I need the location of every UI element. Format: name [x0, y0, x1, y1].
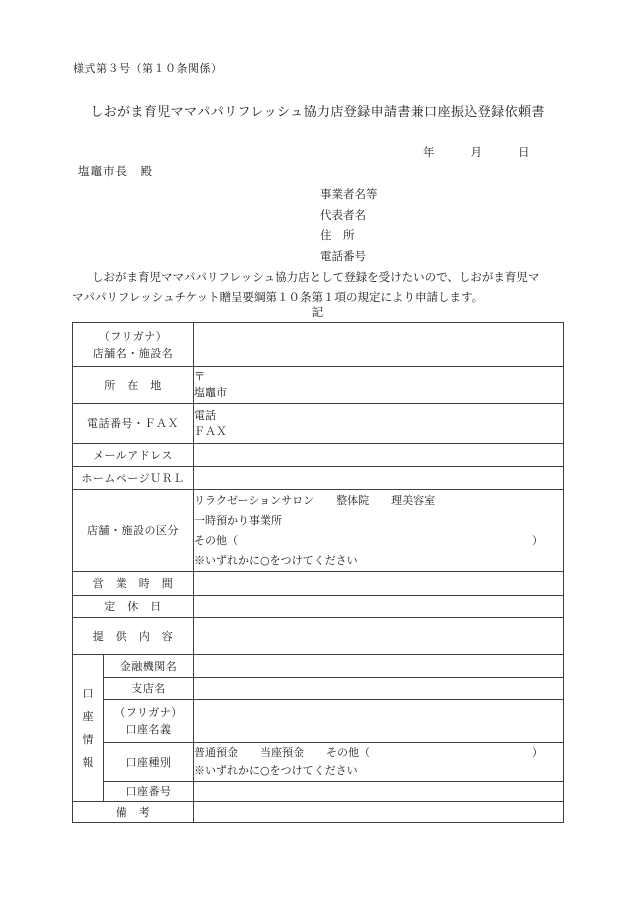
bank-input-area	[194, 655, 564, 678]
applicant-phone-label: 電話番号	[320, 248, 366, 263]
account-type-line	[194, 744, 563, 762]
account-number-input-area	[194, 782, 564, 802]
store-name-input-area	[194, 323, 564, 367]
homepage-label: ホームページＵＲＬ	[73, 467, 194, 490]
table-row	[73, 404, 564, 444]
address-label: 所 在 地	[73, 367, 194, 404]
phone-fax-input-area	[194, 404, 564, 444]
email-label: メールアドレス	[73, 444, 194, 467]
fax-prefix: ＦＡＸ	[194, 424, 227, 438]
account-holder-input-area	[194, 700, 564, 743]
applicant-block	[320, 184, 378, 266]
closed-day-input-area	[194, 596, 564, 618]
table-row	[73, 467, 564, 490]
account-type-options: 普通預金 当座預金 その他（	[194, 746, 370, 759]
table-row	[73, 444, 564, 467]
addressee: 塩竈市長 殿	[78, 164, 153, 178]
services-label: 提 供 内 容	[73, 618, 194, 655]
form-number: 様式第３号（第１０条関係）	[73, 62, 223, 75]
account-type-note: ※いずれかに○をつけてください	[194, 764, 358, 777]
date-day-label: 日	[518, 145, 530, 159]
account-number-label: 口座番号	[104, 782, 194, 802]
store-name-header	[73, 323, 194, 367]
table-row	[73, 678, 564, 700]
bank-label: 金融機関名	[104, 655, 194, 678]
table-row	[73, 323, 564, 367]
branch-label: 支店名	[104, 678, 194, 700]
applicant-representative-label: 代表者名	[320, 207, 366, 222]
category-other-line	[194, 531, 563, 551]
homepage-input-area	[194, 467, 564, 490]
category-options-line2: 一時預かり事業所	[194, 513, 282, 527]
account-type-options-area	[194, 743, 564, 782]
category-other-suffix: ）	[532, 533, 543, 547]
account-type-suffix: ）	[532, 746, 543, 759]
category-options-line1: リラクゼーションサロン 整体院 理美容室	[194, 493, 436, 507]
remarks-label: 備 考	[73, 802, 194, 823]
account-type-label: 口座種別	[104, 743, 194, 782]
date-line	[423, 144, 530, 160]
address-city-prefill: 塩竈市	[194, 386, 227, 399]
remarks-input-area	[194, 802, 564, 823]
account-holder-label: 口座名義	[125, 723, 172, 736]
table-row	[73, 802, 564, 823]
store-name-label: 店舗名・施設名	[92, 346, 174, 360]
phone-fax-label: 電話番号・ＦＡＸ	[73, 404, 194, 444]
closed-day-label: 定 休 日	[73, 596, 194, 618]
table-row	[73, 655, 564, 678]
account-furigana-label: （フリガナ）	[114, 706, 183, 719]
table-row	[73, 490, 564, 572]
phone-prefix: 電話	[194, 408, 216, 422]
category-options-area	[194, 490, 564, 572]
table-row	[73, 367, 564, 404]
category-other-prefix: その他（	[194, 533, 238, 547]
statement-line-1: しおがま育児ママパパリフレッシュ協力店として登録を受けたいので、しおがま育児マ	[92, 270, 540, 284]
applicant-business-name-label: 事業者名等	[320, 187, 378, 201]
table-row	[73, 743, 564, 782]
table-row	[73, 782, 564, 802]
applicant-address-label: 住 所	[320, 228, 355, 242]
hours-input-area	[194, 572, 564, 596]
application-form-table	[72, 322, 564, 823]
record-marker: 記	[311, 305, 324, 319]
table-row	[73, 700, 564, 743]
category-note: ※いずれかに○をつけてください	[194, 553, 358, 567]
services-input-area	[194, 618, 564, 655]
statement-line-2: マパパリフレッシュチケット贈呈要綱第１０条第１項の規定により申請します。	[72, 290, 484, 304]
document-title: しおがま育児ママパパリフレッシュ協力店登録申請書兼口座振込登録依頼書	[90, 105, 545, 120]
date-month-label: 月	[470, 145, 482, 159]
table-row	[73, 618, 564, 655]
postal-mark: 〒	[194, 370, 205, 383]
account-group-label: 口座情報	[82, 687, 94, 769]
date-year-label: 年	[423, 145, 435, 159]
application-statement	[72, 267, 572, 307]
address-input-area	[194, 367, 564, 404]
table-row	[73, 572, 564, 596]
hours-label: 営 業 時 間	[73, 572, 194, 596]
table-row	[73, 596, 564, 618]
store-furigana-label: （フリガナ）	[98, 329, 168, 343]
category-label: 店舗・施設の区分	[73, 490, 194, 572]
account-holder-header	[104, 700, 194, 743]
branch-input-area	[194, 678, 564, 700]
email-input-area	[194, 444, 564, 467]
account-group-header	[73, 655, 104, 802]
